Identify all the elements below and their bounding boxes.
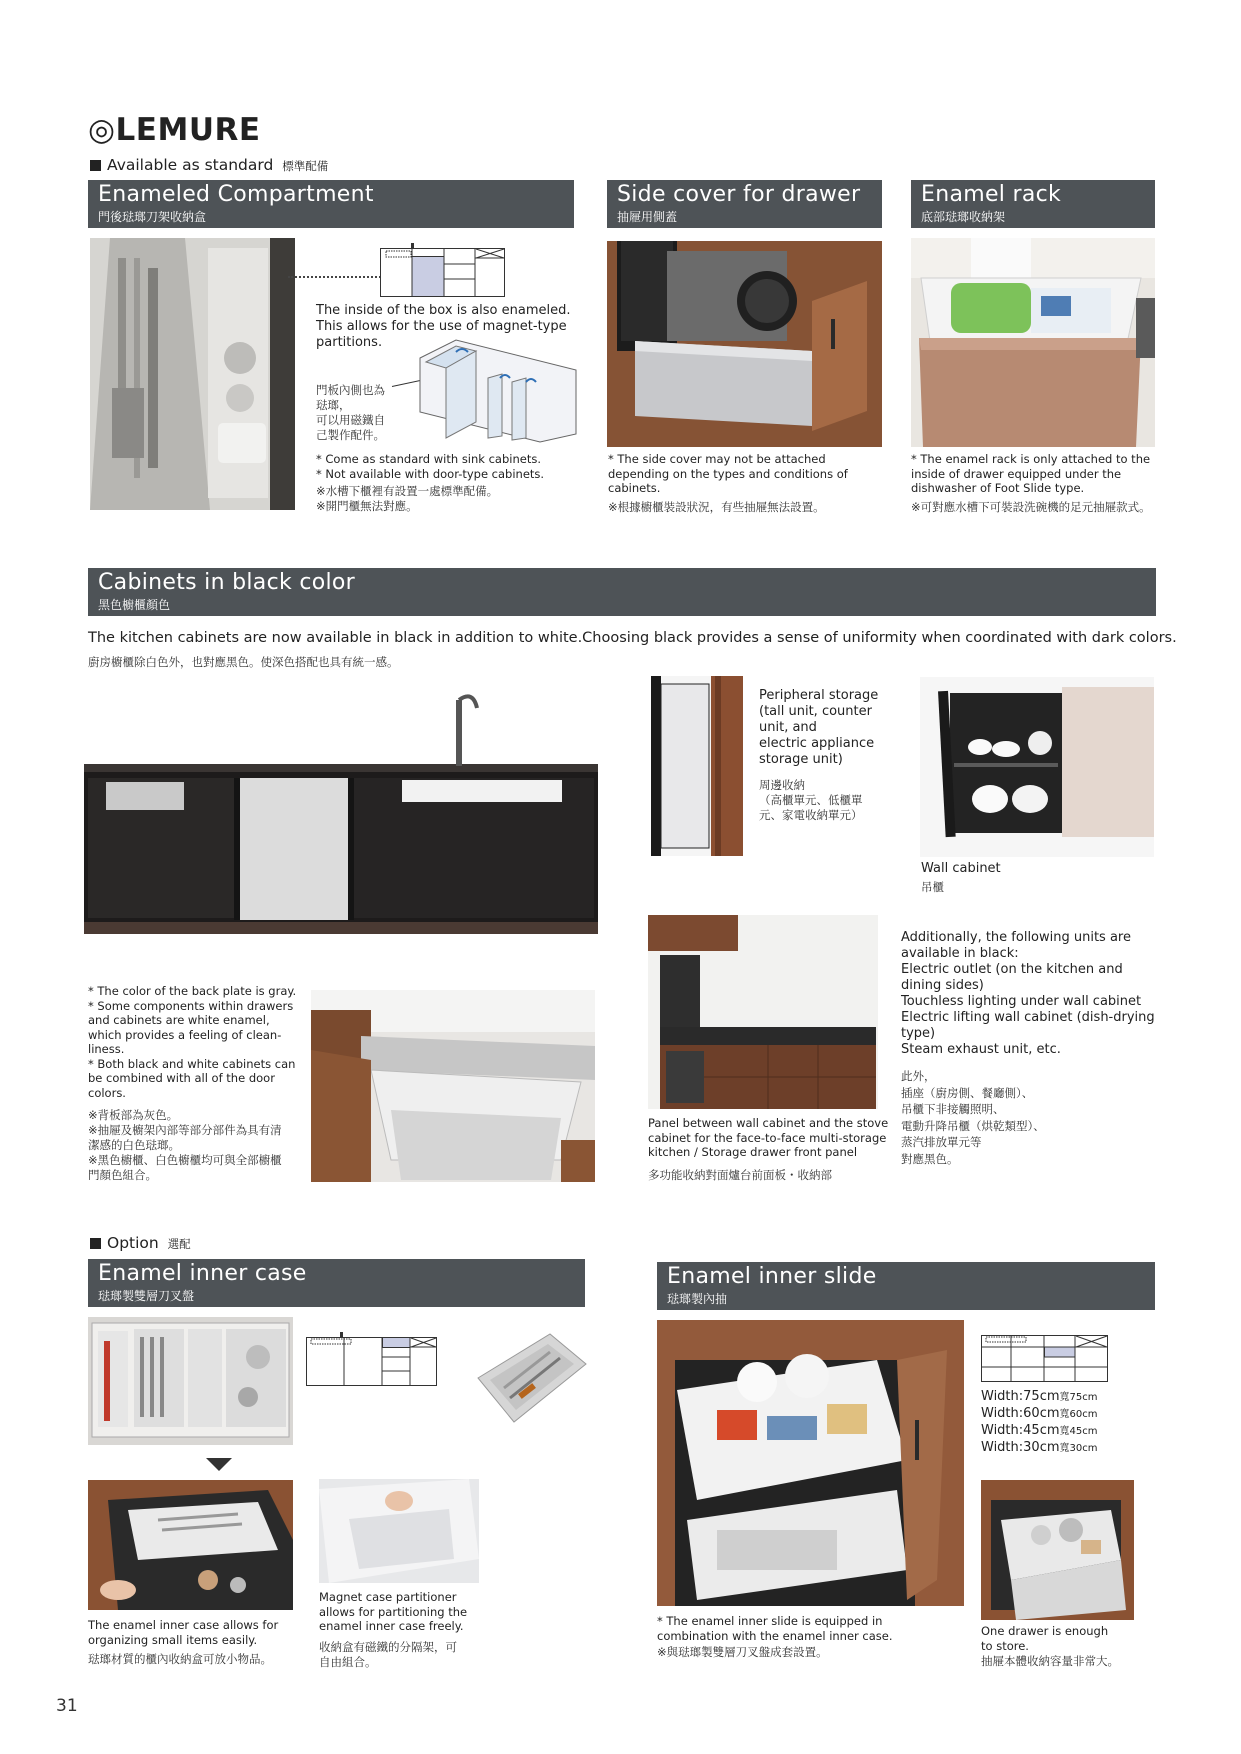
width-item: Width:75cm寬75cm: [981, 1389, 1098, 1404]
option-label: Option 選配: [90, 1234, 191, 1252]
side-cover-note-zh: ※根據櫥櫃裝設狀況，有些抽屜無法設置。: [608, 500, 825, 514]
side-cover-note: * The side cover may not be attached depending on the types and conditions of cabinets.: [608, 452, 848, 495]
one-drawer-caption: One drawer is enough to store.: [981, 1624, 1109, 1653]
inner-case-caption-1: The enamel inner case allows for organizing small items easily.: [88, 1618, 279, 1647]
enamel-rack-header: Enamel rack 底部琺瑯收納架: [911, 180, 1155, 228]
side-cover-header: Side cover for drawer 抽屜用側蓋: [607, 180, 882, 228]
inner-case-tray-photo: [470, 1328, 590, 1428]
wall-cabinet-photo: [920, 677, 1154, 857]
wall-cabinet-label: Wall cabinet: [921, 861, 1001, 876]
one-drawer-photo: [981, 1480, 1134, 1620]
panel-caption: Panel between wall cabinet and the stove cabinet for the face-to-face multi-storage kitchen / Storage drawer front panel: [648, 1116, 889, 1159]
inner-case-caption-1-zh: 琺瑯材質的櫃內收納盒可放小物品。: [88, 1652, 272, 1666]
standard-label: Available as standard 標準配備: [90, 156, 328, 174]
black-kitchen-photo: [84, 690, 598, 934]
black-cabinets-header: Cabinets in black color 黑色櫥櫃顏色: [88, 568, 1156, 616]
page-number: 31: [56, 1696, 78, 1716]
partition-box-drawing: [416, 338, 582, 444]
panel-caption-zh: 多功能收納對面爐台前面板・收納部: [648, 1168, 832, 1182]
page-title: ◎LEMURE: [88, 112, 261, 148]
enameled-compartment-note: * Come as standard with sink cabinets. * Not available with door-type cabinets.: [316, 452, 545, 481]
wall-cabinet-label-zh: 吊櫃: [921, 880, 944, 894]
additional-units: Additionally, the following units are available in black: Electric outlet (on the kitchen and dining sides) Touchless lighting under wall cabinet Electric lifting wall cabinet (dish-drying type) Steam exhaust unit, etc.: [901, 930, 1155, 1057]
panel-kitchen-photo: [648, 915, 878, 1109]
enamel-rack-note: * The enamel rack is only attached to the inside of drawer equipped under the dishwasher of Foot Slide type.: [911, 452, 1151, 495]
inner-slide-note-zh: ※與琺瑯製雙層刀叉盤成套設置。: [657, 1645, 828, 1659]
peripheral-storage-label-zh: 周邊收納 （高櫃單元、低櫃單 元、家電收納單元）: [759, 778, 863, 822]
black-cabinets-desc-zh: 廚房櫥櫃除白色外，也對應黑色。使深色搭配也具有統一感。: [88, 655, 399, 669]
inner-case-photo-top: [88, 1317, 293, 1445]
enamel-inner-slide-header: Enamel inner slide 琺瑯製內抽: [657, 1262, 1155, 1310]
black-cabinets-desc: The kitchen cabinets are now available in black in addition to white.Choosing black provides a sense of uniformity when coordinated with dark colors.: [88, 630, 1177, 646]
enamel-inner-case-header: Enamel inner case 琺瑯製雙層刀叉盤: [88, 1259, 585, 1307]
inner-slide-note: * The enamel inner slide is equipped in combination with the enamel inner case.: [657, 1614, 893, 1643]
inner-slide-plan-diagram: [981, 1327, 1109, 1383]
side-cover-photo: [607, 241, 882, 447]
one-drawer-caption-zh: 抽屜本體收納容量非常大。: [981, 1654, 1119, 1668]
inner-case-plan-diagram: [306, 1327, 438, 1387]
width-item: Width:45cm寬45cm: [981, 1423, 1098, 1438]
black-cabinets-notes-zh: ※背板部為灰色。 ※抽屜及櫥架內部等部分部件為具有清 潔感的白色琺瑯。 ※黑色櫥櫃、白色櫥櫃均可與全部櫥櫃 門顏色組合。: [88, 1108, 282, 1182]
inner-case-caption-2-zh: 收納盒有磁鐵的分隔架，可 自由組合。: [319, 1640, 457, 1669]
inner-case-caption-2: Magnet case partitioner allows for partitioning the enamel inner case freely.: [319, 1590, 468, 1633]
additional-units-zh: 此外， 插座（廚房側、餐廳側）、 吊櫃下非接觸照明、 電動升降吊櫃（烘乾類型）、 蒸汽排放單元等 對應黑色。: [901, 1069, 1045, 1166]
cabinet-plan-diagram: [380, 236, 506, 298]
inner-slide-photo: [657, 1320, 964, 1606]
square-bullet-icon: [90, 1238, 101, 1249]
inner-case-photo-bottom: [88, 1480, 293, 1610]
enamel-rack-photo: [911, 238, 1155, 447]
enamel-rack-note-zh: ※可對應水槽下可裝設洗碗機的足元抽屜款式。: [911, 500, 1151, 514]
peripheral-storage-photo: [651, 676, 743, 856]
enameled-compartment-desc: The inside of the box is also enameled. This allows for the use of magnet-type partitions.: [316, 303, 571, 350]
enameled-compartment-photo: [90, 238, 295, 510]
white-drawer-photo: [311, 990, 595, 1182]
enameled-compartment-note-zh: ※水槽下櫃裡有設置一處標準配備。 ※開門櫃無法對應。: [316, 484, 499, 513]
width-item: Width:60cm寬60cm: [981, 1406, 1098, 1421]
width-list: [981, 1389, 1097, 1457]
down-arrow-icon: [206, 1458, 232, 1472]
magnet-partitioner-photo: [319, 1479, 479, 1583]
peripheral-storage-label: Peripheral storage (tall unit, counter unit, and electric appliance storage unit): [759, 688, 879, 767]
width-item: Width:30cm寬30cm: [981, 1440, 1098, 1455]
enameled-compartment-desc-zh: 門板內側也為 琺瑯， 可以用磁鐵自 己製作配件。: [316, 383, 385, 442]
enameled-compartment-header: Enameled Compartment 門後琺瑯刀架收納盒: [88, 180, 574, 228]
black-cabinets-notes: * The color of the back plate is gray. * Some components within drawers and cabinets are white enamel, which provides a feeling of clean- liness. * Both black and white cabinets can be combined with all of the door colors.: [88, 984, 297, 1100]
square-bullet-icon: [90, 160, 101, 171]
